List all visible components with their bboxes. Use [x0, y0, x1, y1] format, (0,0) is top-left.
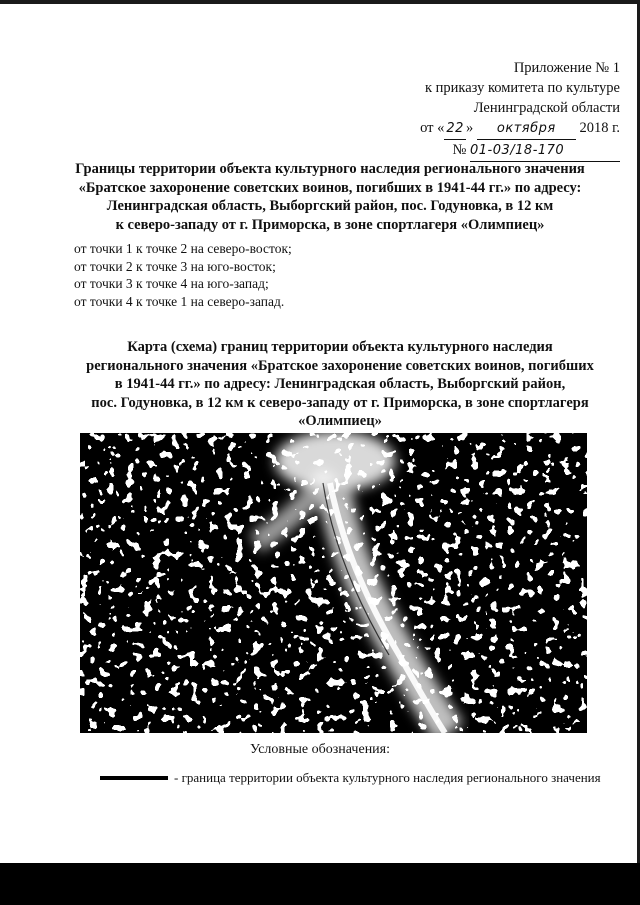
boundaries-title [40, 160, 620, 234]
appendix-order-ref: к приказу комитета по культуре [424, 80, 620, 96]
date-mid: » [465, 120, 474, 136]
boundaries-title-line: к северо-западу от г. Приморска, в зоне спортлагеря «Олимпиец» [115, 216, 545, 233]
legend-title: Условные обозначения: [249, 742, 391, 757]
scan-edge-bottom [0, 863, 640, 905]
map-title-line: пос. Годуновка, в 12 км к северо-западу от г. Приморска, в зоне спортлагеря [91, 394, 589, 411]
date-prefix: от « [420, 120, 445, 136]
appendix-number [290, 140, 620, 162]
number-value: 01-03/18-170 [470, 141, 620, 162]
appendix-date [290, 118, 620, 140]
boundary-point-item: от точки 1 к точке 2 на северо-восток; [74, 241, 292, 256]
map-title-line: в 1941-44 гг.» по адресу: Ленинградская область, Выборгский район, [114, 376, 566, 392]
boundary-point-item: от точки 4 к точке 1 на северо-запад. [74, 293, 285, 309]
boundaries-title-line: «Братское захоронение советских воинов, погибших в 1941-44 гг.» по адресу: [78, 179, 582, 196]
date-month: октября [477, 119, 576, 140]
legend-item [100, 770, 620, 786]
map-title-line: регионального значения «Братское захоронение советских воинов, погибших [86, 357, 594, 374]
scan-edge-top [0, 0, 640, 4]
appendix-committee: Ленинградской области [473, 100, 620, 116]
boundary-points-list [74, 240, 494, 310]
boundary-line-symbol [100, 776, 168, 780]
legend-item-label: - граница территории объекта культурного наследия регионального значения [174, 770, 601, 785]
boundaries-title-line: Границы территории объекта культурного наследия регионального значения [75, 161, 585, 177]
appendix-header [290, 58, 620, 162]
map-title [60, 338, 620, 431]
boundary-point-item: от точки 2 к точке 3 на юго-восток; [74, 258, 276, 274]
date-day: 22 [444, 119, 466, 140]
map-title-line: «Олимпиец» [298, 413, 382, 429]
aerial-map-image [80, 433, 587, 733]
appendix-title: Приложение № 1 [513, 60, 620, 76]
date-year: 2018 г. [579, 120, 620, 136]
number-prefix: № [452, 142, 467, 158]
boundary-point-item: от точки 3 к точке 4 на юго-запад; [74, 276, 269, 291]
map-title-line: Карта (схема) границ территории объекта культурного наследия [127, 339, 553, 355]
boundaries-title-line: Ленинградская область, Выборгский район, пос. Годуновка, в 12 км [106, 198, 554, 214]
